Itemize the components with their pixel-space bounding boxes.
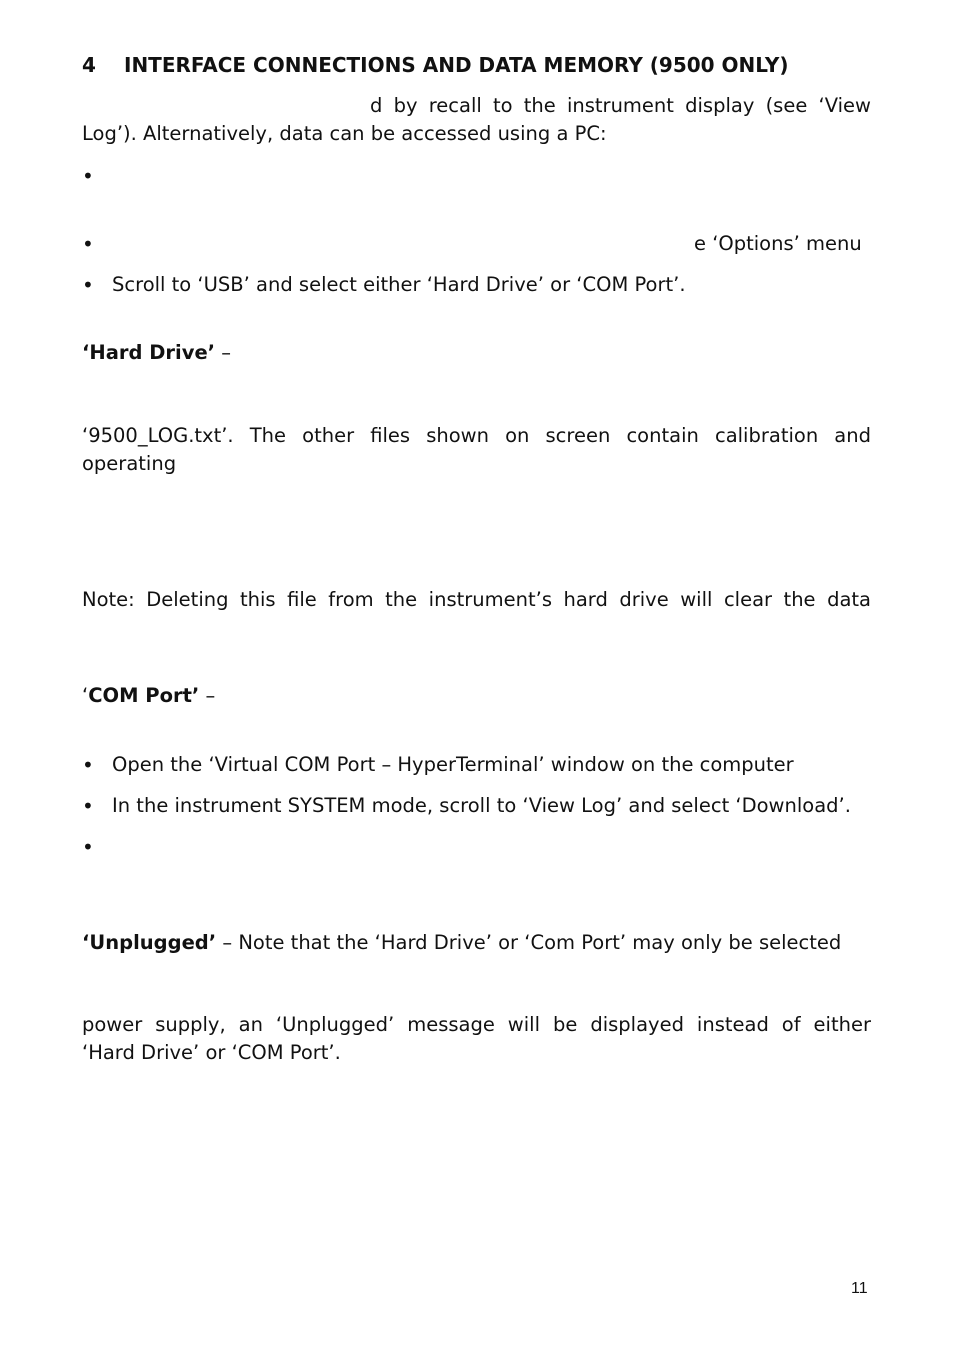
section-number: 4 <box>82 53 96 77</box>
hard-drive-note-line: Note: Deleting this file from the instrument’s hard drive will clear the data <box>82 588 871 611</box>
bullet-marker: • <box>82 835 94 859</box>
com-port-open-quote: ‘ <box>82 684 89 707</box>
unplugged-line-3: ‘Hard Drive’ or ‘COM Port’. <box>82 1041 341 1064</box>
bullet-text-3: Scroll to ‘USB’ and select either ‘Hard Drive’ or ‘COM Port’. <box>112 273 686 296</box>
hard-drive-dash: – <box>215 341 232 364</box>
unplugged-line-1 <box>82 929 871 957</box>
unplugged-line-1-rest: – Note that the ‘Hard Drive’ or ‘Com Port’ may only be selected <box>216 931 842 954</box>
unplugged-line-2: power supply, an ‘Unplugged’ message will be displayed instead of either <box>82 1013 871 1036</box>
bullet-marker: • <box>82 232 94 256</box>
section-title: INTERFACE CONNECTIONS AND DATA MEMORY (9500 ONLY) <box>124 53 789 77</box>
bullet-text-2: e ‘Options’ menu <box>694 232 862 255</box>
bullet-marker: • <box>82 273 94 297</box>
com-port-dash: – <box>199 684 216 707</box>
intro-line-1: d by recall to the instrument display (see ‘View <box>370 94 871 117</box>
page-number: 11 <box>851 1280 868 1297</box>
com-port-bullet-2: In the instrument SYSTEM mode, scroll to ‘View Log’ and select ‘Download’. <box>112 794 851 817</box>
bullet-marker: • <box>82 794 94 818</box>
hard-drive-line <box>82 339 231 367</box>
intro-line-2: Log’). Alternatively, data can be accessed using a PC: <box>82 122 607 145</box>
bullet-marker: • <box>82 753 94 777</box>
unplugged-label: ‘Unplugged’ <box>82 931 217 954</box>
hard-drive-label: ‘Hard Drive’ <box>82 341 216 364</box>
section-heading <box>82 51 789 79</box>
com-port-line <box>82 682 215 710</box>
com-port-label: COM Port’ <box>88 684 200 707</box>
com-port-bullet-1: Open the ‘Virtual COM Port – HyperTerminal’ window on the computer <box>112 753 794 776</box>
hard-drive-files-line: ‘9500_LOG.txt’. The other files shown on screen contain calibration and operating <box>82 424 871 475</box>
bullet-marker: • <box>82 164 94 188</box>
